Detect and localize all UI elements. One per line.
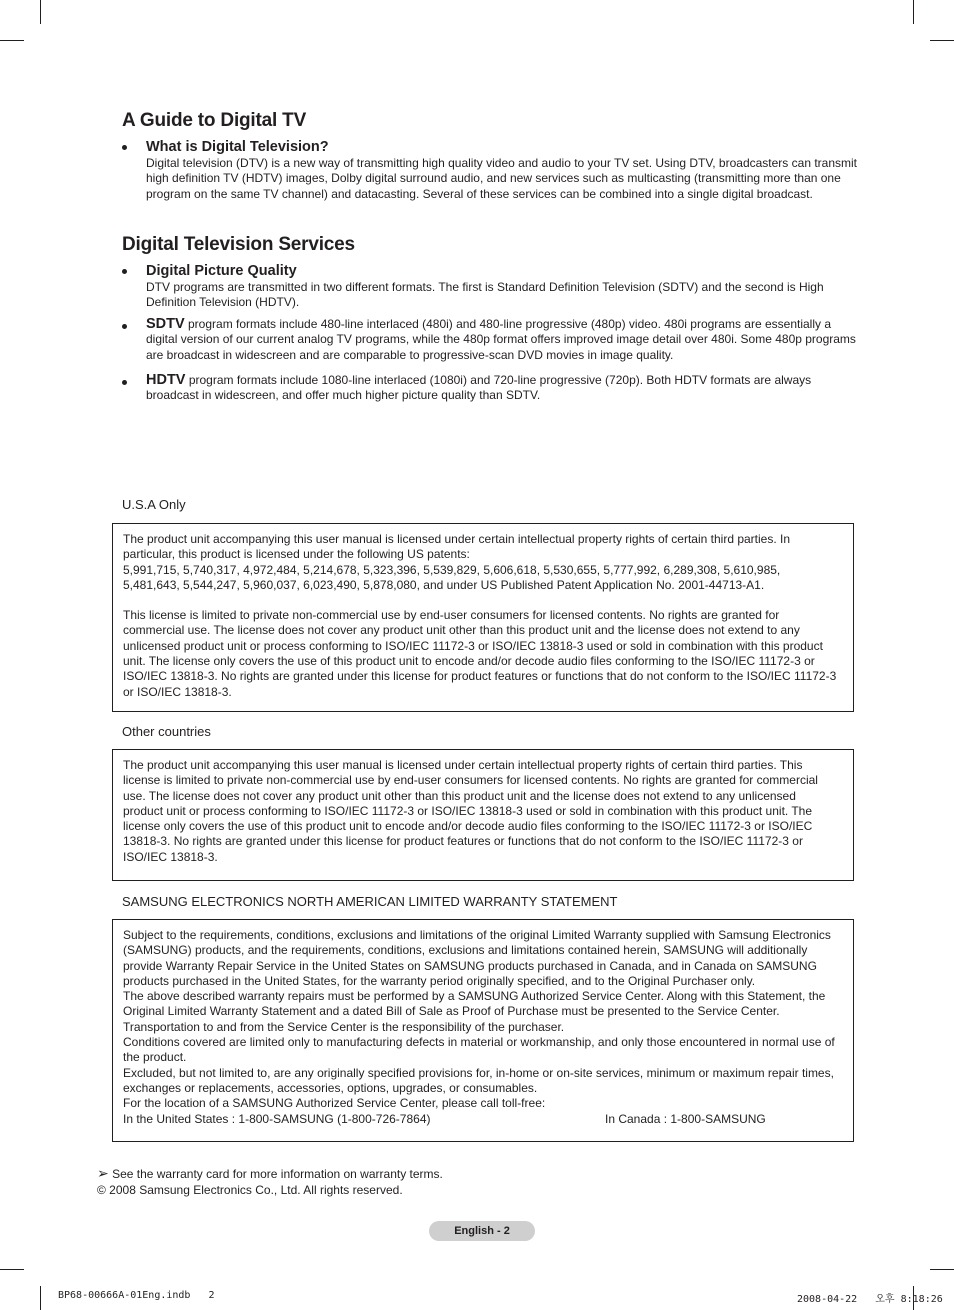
crop-mark: [913, 0, 914, 24]
hdtv-heading: HDTV: [146, 372, 186, 388]
arrow-icon: ➢: [97, 1165, 109, 1181]
what-is-dtv-heading: What is Digital Television?: [146, 139, 329, 155]
picture-quality-heading: Digital Picture Quality: [146, 263, 297, 279]
warranty-label: SAMSUNG ELECTRONICS NORTH AMERICAN LIMITED WARRANTY STATEMENT: [122, 894, 618, 909]
warranty-paragraph: The above described warranty repairs must be performed by a SAMSUNG Authorized Service Center. Along with this Statement, the Original Limited Warranty Statement and a dated Bill of Sale as Proof of Purchase must be presented to the Service Center. Transportation to and from the Service Center is the responsibility of the purchaser.: [123, 989, 826, 1034]
hdtv-item: [122, 373, 857, 404]
canada-phone: In Canada : 1-800-SAMSUNG: [605, 1111, 766, 1126]
bullet-icon: [122, 380, 127, 385]
page-number-badge: English - 2: [429, 1221, 535, 1241]
usa-license-box: [112, 523, 854, 712]
crop-mark: [40, 0, 41, 24]
us-phone: In the United States : 1-800-SAMSUNG (1-800-726-7864): [123, 1111, 431, 1126]
crop-mark: [0, 1269, 24, 1270]
what-is-dtv-item: [122, 139, 857, 202]
warranty-note-text: See the warranty card for more information on warranty terms.: [108, 1167, 443, 1181]
warranty-paragraph: Subject to the requirements, conditions, exclusions and limitations of the original Limited Warranty supplied with Samsung Electronics (SAMSUNG) products, and the requirements, conditions, exclusions and limitations contained herein, SAMSUNG will additionally provide Warranty Repair Service in the United States on SAMSUNG products purchased in Canada, and in Canada on SAMSUNG products purchased in the United States, for the warranty period originally specified, and to the Original Purchaser only.: [123, 928, 831, 988]
warranty-note: [97, 1165, 443, 1182]
warranty-paragraph: Excluded, but not limited to, are any originally specified provisions for, in-home or on-site services, minimum or maximum repair times, exchanges or replacements, accessories, options, upgrades, or consumables.: [123, 1065, 834, 1095]
guide-title: A Guide to Digital TV: [122, 110, 307, 131]
other-license-box: [112, 749, 854, 881]
bullet-icon: [122, 269, 127, 274]
warranty-box: [112, 919, 854, 1142]
usa-license-intro: The product unit accompanying this user manual is licensed under certain intellectual property rights of certain third parties. In particular, this product is licensed under the following US patents:: [123, 532, 791, 562]
picture-quality-item: [122, 263, 857, 311]
slug-filename: BP68-00666A-01Eng.indb 2: [58, 1290, 215, 1301]
bullet-icon: [122, 145, 127, 150]
picture-quality-body: DTV programs are transmitted in two different formats. The first is Standard Definition Television (SDTV) and the second is High Definition Television (HDTV).: [146, 280, 824, 310]
crop-mark: [40, 1286, 41, 1310]
crop-mark: [930, 1269, 954, 1270]
usa-patent-list: 5,991,715, 5,740,317, 4,972,484, 5,214,678, 5,323,396, 5,539,829, 5,606,618, 5,530,655, 5,777,992, 6,289,308, 5,610,985, 5,481,643, 5,544,247, 5,960,037, 6,023,490, 5,878,080, and under US Published Patent Application No. 2001-44713-A1.: [123, 562, 781, 592]
other-countries-label: Other countries: [122, 724, 211, 739]
warranty-paragraph: Conditions covered are limited only to manufacturing defects in material or workmanship, and only those encountered in normal use of the product.: [123, 1035, 835, 1065]
what-is-dtv-body: Digital television (DTV) is a new way of transmitting high quality video and audio to your TV set. Using DTV, broadcasters can transmit high definition TV (HDTV) images, Dolby digital surround audio, and new services such as multicasting (transmitting more than one program on the same TV channel) and datacasting. Several of these services can be combined into a single digital broadcast.: [146, 156, 857, 201]
copyright: © 2008 Samsung Electronics Co., Ltd. All rights reserved.: [97, 1183, 403, 1197]
hdtv-body: program formats include 1080-line interlaced (1080i) and 720-line progressive (720p). Both HDTV formats are always broadcast in widescreen, and offer much higher picture quality than SDTV.: [146, 373, 812, 403]
other-license-text: The product unit accompanying this user manual is licensed under certain intellectual property rights of certain third parties. This license is limited to private non-commercial use by end-user consumers for licensed contents. No rights are granted for commercial use. The license does not cover any product unit other than this product unit and the license does not extend to any unlicensed product unit or process conforming to ISO/IEC 11172-3 or ISO/IEC 13818-3 used or sold in combination with this product unit. The license only covers the use of this product unit to encode and/or decode audio files conforming to the ISO/IEC 11172-3 or ISO/IEC 13818-3. No rights are granted under this license for product features or functions that do not conform to the ISO/IEC 11172-3 or ISO/IEC 13818-3.: [123, 758, 818, 864]
usa-label: U.S.A Only: [122, 497, 186, 512]
warranty-paragraph: For the location of a SAMSUNG Authorized Service Center, please call toll-free:: [123, 1096, 546, 1111]
slug-timestamp: 2008-04-22 오후 8:18:26: [797, 1294, 943, 1305]
sdtv-item: [122, 317, 857, 363]
sdtv-body: program formats include 480-line interlaced (480i) and 480-line progressive (480p) video. 480i programs are essentially a digital version of our current analog TV programs, while the 480p format offers improved image detail over 480i. Some 480p programs are broadcast in widescreen and are comparable to progressive-scan DVD movies in image quality.: [146, 317, 856, 362]
crop-mark: [0, 40, 24, 41]
services-title: Digital Television Services: [122, 234, 355, 255]
sdtv-heading: SDTV: [146, 316, 185, 332]
crop-mark: [930, 40, 954, 41]
usa-license-terms: This license is limited to private non-commercial use by end-user consumers for licensed contents. No rights are granted for commercial use. The license does not cover any product unit other than this product unit and the license does not extend to any unlicensed product unit or process conforming to ISO/IEC 11172-3 or ISO/IEC 13818-3 used or sold in combination with this product unit. The license only covers the use of this product unit to encode and/or decode audio files conforming to the ISO/IEC 11172-3 or ISO/IEC 13818-3. No rights are granted under this license for product features or functions that do not conform to the ISO/IEC 11172-3 or ISO/IEC 13818-3.: [123, 608, 837, 699]
bullet-icon: [122, 324, 127, 329]
